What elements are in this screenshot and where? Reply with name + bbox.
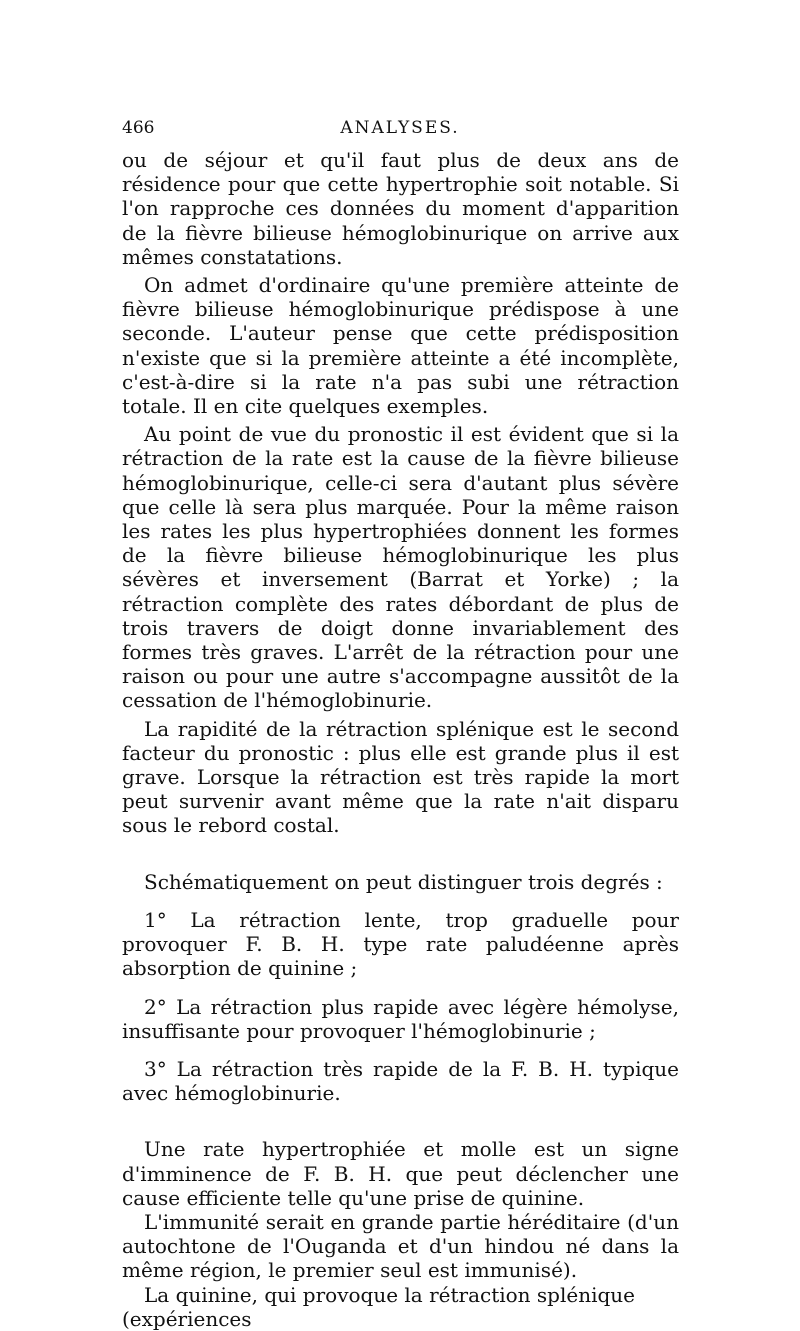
paragraph: Une rate hypertrophiée et molle est un signe d'imminence de F. B. H. que peut déclencher une cause efficiente telle qu'une prise de quinine.	[122, 1137, 679, 1210]
paragraph: Au point de vue du pronostic il est évident que si la rétraction de la rate est la cause de la fièvre bilieuse hémoglobinurique, celle-ci sera d'autant plus sévère que celle là sera plus marquée. Pour la même raison les rates les plus hypertrophiées donnent les formes de la fièvre bilieuse hémoglobinurique les plus sévères et inversement (Barrat et Yorke) ; la rétraction complète des rates débordant de plus de trois travers de doigt donne invariablement des formes très graves. L'arrêt de la rétraction pour une raison ou pour une autre s'accompagne aussitôt de la cessation de l'hémoglobinurie.	[122, 422, 679, 713]
paragraph: ou de séjour et qu'il faut plus de deux ans de résidence pour que cette hypertrophie soit notable. Si l'on rapproche ces données du moment d'apparition de la fièvre bilieuse hémoglobinurique on arrive aux mêmes constatations.	[122, 148, 679, 269]
running-title: ANALYSES.	[340, 118, 460, 138]
body-text	[122, 148, 679, 1331]
paragraph: Schématiquement on peut distinguer trois degrés :	[144, 869, 663, 894]
list-item: 1° La rétraction lente, trop graduelle pour provoquer F. B. H. type rate paludéenne après absorption de quinine ;	[122, 907, 679, 981]
list-item: 2° La rétraction plus rapide avec légère hémolyse, insuffisante pour provoquer l'hémoglobinurie ;	[122, 994, 679, 1043]
paragraph: L'immunité serait en grande partie héréditaire (d'un autochtone de l'Ouganda et d'un hindou né dans la même région, le premier seul est immunisé).	[122, 1209, 679, 1283]
paragraph: La rapidité de la rétraction splénique est le second facteur du pronostic : plus elle est grande plus il est grave. Lorsque la rétraction est très rapide la mort peut survenir avant même que la rate n'ait disparu sous le rebord costal.	[122, 716, 679, 838]
paragraph: On admet d'ordinaire qu'une première atteinte de fièvre bilieuse hémoglobinurique prédispose à une seconde. L'auteur pense que cette prédisposition n'existe que si la première atteinte a été incomplète, c'est-à-dire si la rate n'a pas subi une rétraction totale. Il en cite quelques exemples.	[122, 273, 679, 419]
paragraph: La quinine, qui provoque la rétraction splénique (expériences	[122, 1282, 636, 1331]
list-item: 3° La rétraction très rapide de la F. B. H. typique avec hémoglobinurie.	[122, 1056, 679, 1106]
page-header	[122, 118, 678, 138]
page-number: 466	[122, 118, 155, 138]
